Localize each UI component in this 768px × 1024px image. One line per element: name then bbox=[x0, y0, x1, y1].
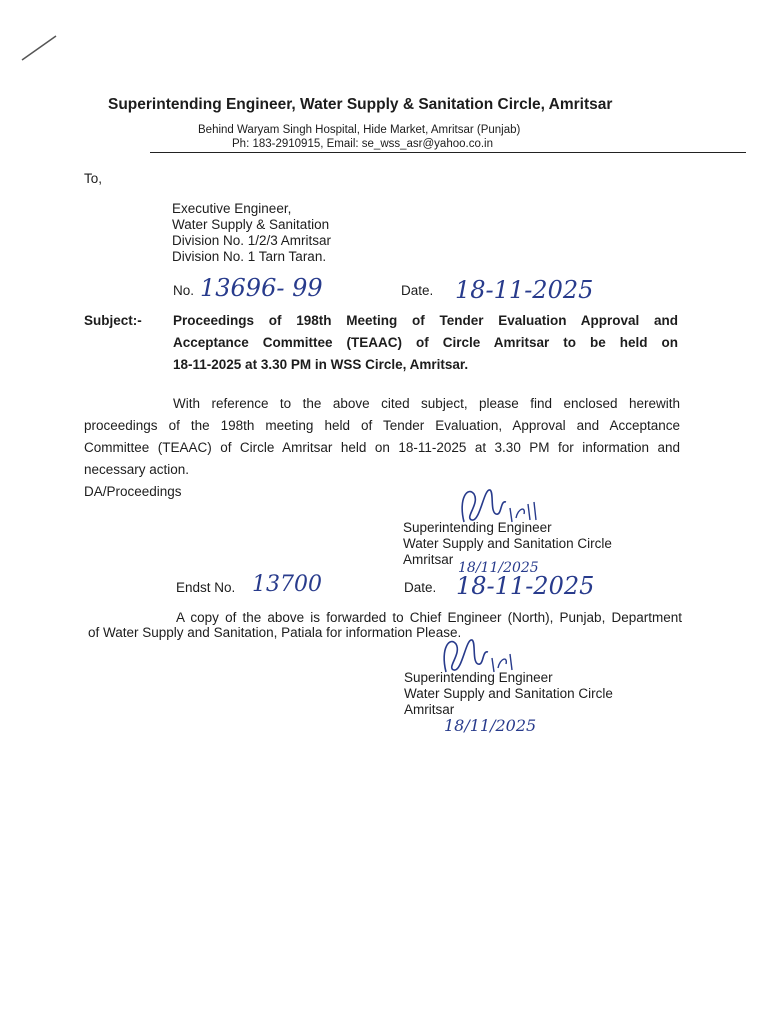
reference-date-label: Date. bbox=[401, 283, 434, 298]
addressee-line-4: Division No. 1 Tarn Taran. bbox=[172, 249, 327, 264]
endorsement-no-label: Endst No. bbox=[176, 580, 236, 595]
header-divider bbox=[150, 152, 746, 153]
scan-pen-mark bbox=[20, 32, 60, 62]
subject-label: Subject:- bbox=[84, 313, 142, 328]
signature-2-place: Amritsar bbox=[404, 702, 455, 717]
reference-date-value: 18-11-2025 bbox=[455, 276, 594, 304]
signature-2-org: Water Supply and Sanitation Circle bbox=[404, 686, 613, 701]
endorsement-line-1: A copy of the above is forwarded to Chief Engineer (North), Punjab, Department bbox=[176, 610, 682, 625]
body-line-3: Committee (TEAAC) of Circle Amritsar held on 18-11-2025 at 3.30 PM for information and bbox=[84, 440, 680, 455]
addressee-line-2: Water Supply & Sanitation bbox=[172, 217, 330, 232]
subject-line-2: Acceptance Committee (TEAAC) of Circle Amritsar to be held on bbox=[173, 335, 678, 350]
letterhead-contact: Ph: 183-2910915, Email: se_wss_asr@yahoo.co.in bbox=[232, 138, 493, 150]
body-line-4: necessary action. bbox=[84, 462, 190, 477]
signature-1-org: Water Supply and Sanitation Circle bbox=[403, 536, 612, 551]
body-line-2: proceedings of the 198th meeting held of Tender Evaluation, Approval and Acceptance bbox=[84, 418, 680, 433]
enclosure: DA/Proceedings bbox=[84, 484, 182, 499]
signature-1-handwritten-date: 18/11/2025 bbox=[458, 560, 539, 576]
signature-2-title: Superintending Engineer bbox=[404, 670, 553, 685]
letterhead-address: Behind Waryam Singh Hospital, Hide Market, Amritsar (Punjab) bbox=[198, 124, 521, 136]
signature-1-place: Amritsar bbox=[403, 552, 454, 567]
addressee-line-3: Division No. 1/2/3 Amritsar bbox=[172, 233, 332, 248]
body-line-1: With reference to the above cited subject, please find enclosed herewith bbox=[173, 396, 680, 411]
signature-1-title: Superintending Engineer bbox=[403, 520, 552, 535]
endorsement-date-value: 18-11-2025 bbox=[456, 572, 595, 600]
subject-line-3: 18-11-2025 at 3.30 PM in WSS Circle, Amritsar. bbox=[173, 357, 469, 372]
endorsement-date-label: Date. bbox=[404, 580, 437, 595]
signature-2-handwritten-date: 18/11/2025 bbox=[444, 716, 537, 735]
letterhead-title: Superintending Engineer, Water Supply & Sanitation Circle, Amritsar bbox=[108, 96, 613, 113]
endorsement-line-2: of Water Supply and Sanitation, Patiala for information Please. bbox=[88, 625, 462, 640]
reference-no-label: No. bbox=[173, 283, 195, 298]
endorsement-no-value: 13700 bbox=[252, 572, 322, 597]
subject-line-1: Proceedings of 198th Meeting of Tender Evaluation Approval and bbox=[173, 313, 678, 328]
addressee-line-1: Executive Engineer, bbox=[172, 201, 292, 216]
salutation: To, bbox=[84, 171, 103, 186]
reference-no-value: 13696- 99 bbox=[200, 274, 323, 302]
